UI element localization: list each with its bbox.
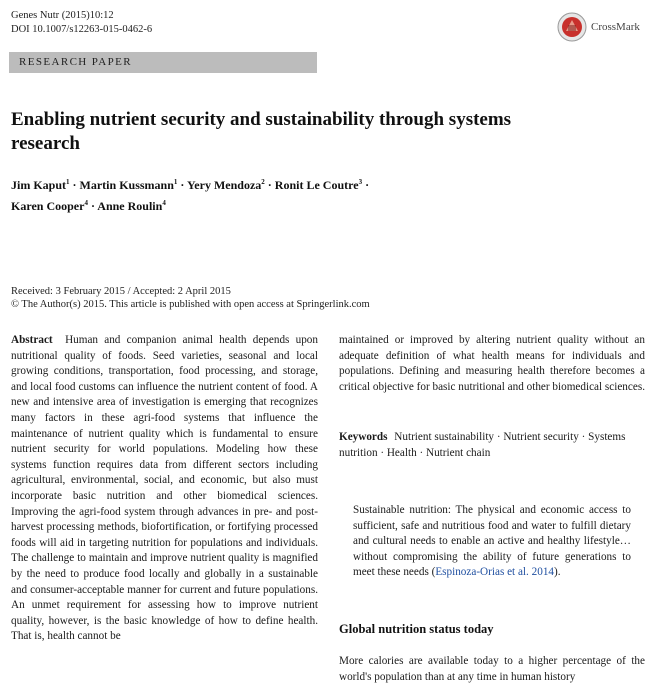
abstract-label: Abstract xyxy=(11,334,53,346)
abstract-paragraph xyxy=(11,333,318,645)
author-name[interactable]: Jim Kaput xyxy=(11,178,67,192)
title-line-1: Enabling nutrient security and sustainability through systems xyxy=(11,109,512,130)
definition-quote xyxy=(353,503,631,581)
quote-citation-year[interactable]: 2014 xyxy=(531,566,555,579)
crossmark-badge[interactable] xyxy=(557,12,640,42)
abstract-text: Human and companion animal health depends upon nutritional quality of foods. Seed varieties, seasonal and local growing conditions, transportation, food processing, and storage, and local food customs can influence the nutrient content of food. A new and intensive area of investigation is emerging that recognizes many factors in these agri-food systems that influence the maintenance of nutrient quality which is fundamental to ensure nutrient security for world populations. Modeling how these systems function requires data from different sectors including agricultural, environmental, social, and economic, but also must incorporate basic nutrition and other biomedical sciences. Improving the agri-food system through advances in pre- and post-harvest processing methods, biofortification, or fortifying processed foods will aid in targeting nutrition for populations and individuals. The challenge to maintain and improve nutrient quality is magnified by the need to produce food locally and globally in a sustainable and consumer-acceptable manner for current and future populations. An unmet requirement for assessing how to improve nutrient quality, however, is the basic knowledge of how to define health. That is, health cannot be xyxy=(11,334,318,643)
doi-line: DOI 10.1007/s12263-015-0462-6 xyxy=(11,23,153,35)
article-title xyxy=(11,108,611,156)
keywords-label: Keywords xyxy=(339,431,388,443)
author-line-1: Jim Kaput$^1$ · Martin Kussmann$^1$ · Yery Mendoza$^2$ · Ronit Le Coutre$^3$ · xyxy=(11,178,370,192)
article-type-banner: RESEARCH PAPER xyxy=(9,52,317,73)
article-dates xyxy=(11,285,370,311)
author-name[interactable]: Yery Mendoza xyxy=(186,178,262,192)
author-affiliation: 1 xyxy=(173,178,178,186)
section-paragraph: More calories are available today to a higher percentage of the world's population than at any time in human history xyxy=(339,655,645,683)
author-name[interactable]: Anne Roulin xyxy=(97,199,163,213)
author-list xyxy=(11,173,611,215)
quote-citation-author[interactable]: Espinoza-Orias et al. xyxy=(435,566,532,579)
journal-info xyxy=(11,9,152,36)
keywords-block xyxy=(339,430,645,461)
author-affiliation: 1 xyxy=(66,178,70,186)
author-line-2: Karen Cooper$^4$ · Anne Roulin$^4$ xyxy=(11,199,166,213)
section-heading: Global nutrition status today xyxy=(339,622,494,636)
author-name[interactable]: Martin Kussmann xyxy=(79,178,174,192)
author-affiliation: 4 xyxy=(84,199,88,207)
abstract-continuation: maintained or improved by altering nutrient quality without an adequate definition of what health means for individuals and populations. Defining and measuring health therefore becomes a critical objective for basic nutritional and other biomedical sciences. xyxy=(339,334,645,393)
quote-tail: ). xyxy=(554,566,561,579)
author-name[interactable]: Karen Cooper xyxy=(11,199,85,213)
keywords-text: Nutrient sustainability · Nutrient security · Systems nutrition · Health · Nutrient chain xyxy=(339,431,626,459)
copyright-line: © The Author(s) 2015. This article is published with open access at Springerlink.com xyxy=(11,299,370,310)
crossmark-icon xyxy=(557,12,587,42)
title-line-2: research xyxy=(11,133,80,154)
author-affiliation: 2 xyxy=(261,178,265,186)
quote-text: Sustainable nutrition: The physical and economic access to sufficient, safe and nutritious food and water to fulfill dietary and cultural needs to enable an active and healthy lifestyle…without compromising the ability of future generations to meet these needs ( xyxy=(353,504,631,579)
journal-citation: Genes Nutr (2015)10:12 xyxy=(11,10,114,21)
received-accepted: Received: 3 February 2015 / Accepted: 2 April 2015 xyxy=(11,286,231,297)
author-affiliation: 4 xyxy=(162,199,166,207)
crossmark-label: CrossMark xyxy=(591,21,640,33)
author-name[interactable]: Ronit Le Coutre xyxy=(274,178,359,192)
author-affiliation: 3 xyxy=(358,178,363,186)
